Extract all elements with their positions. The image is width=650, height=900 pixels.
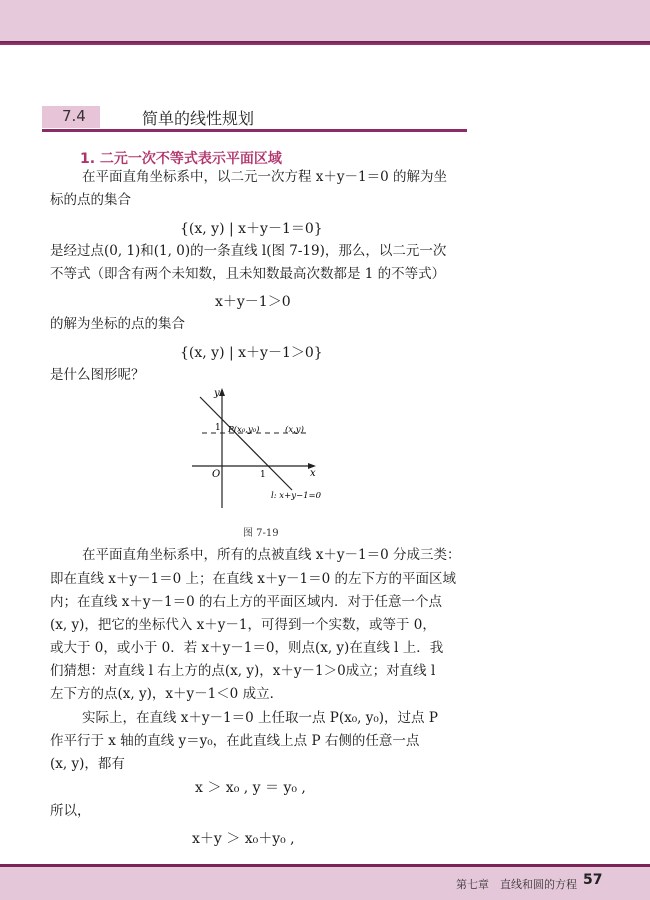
section-underline bbox=[42, 129, 467, 132]
formula-inequality: x＋y－1＞0 bbox=[215, 294, 291, 310]
paragraph-line: 所以， bbox=[50, 803, 91, 819]
header-rule bbox=[0, 41, 650, 45]
paragraph-line: 是经过点(0, 1)和(1, 0)的一条直线 l(图 7-19)，那么，以二元一次 bbox=[50, 243, 447, 259]
formula-x-greater: x ＞ x₀ , y ＝ y₀ , bbox=[195, 780, 306, 796]
paragraph-line: 作平行于 x 轴的直线 y＝y₀，在此直线上点 P 右侧的任意一点 bbox=[50, 733, 420, 749]
paragraph-line: (x, y)，都有 bbox=[50, 756, 125, 772]
paragraph-line: 在平面直角坐标系中，以二元一次方程 x＋y－1＝0 的解为坐 bbox=[82, 169, 448, 185]
y-axis-label: y bbox=[214, 388, 220, 399]
paragraph-line: 是什么图形呢？ bbox=[50, 367, 145, 383]
section-title: 简单的线性规划 bbox=[142, 109, 255, 128]
point-xy-label: (x,y) bbox=[285, 425, 304, 435]
paragraph-line: 内；在直线 x＋y－1＝0 的右上方的平面区域内．对于任意一个点 bbox=[50, 594, 443, 610]
footer-chapter-title: 直线和圆的方程 bbox=[500, 878, 577, 891]
formula-sum-greater: x＋y ＞ x₀＋y₀ , bbox=[192, 831, 295, 847]
y-tick-label: 1 bbox=[215, 423, 221, 433]
y-axis-arrow-icon bbox=[219, 388, 225, 396]
page-number: 57 bbox=[583, 872, 603, 888]
subsection-title: 1. 二元一次不等式表示平面区域 bbox=[80, 151, 282, 167]
paragraph-line: (x, y)，把它的坐标代入 x＋y－1，可得到一个实数，或等于 0， bbox=[50, 617, 436, 633]
paragraph-line: 在平面直角坐标系中，所有的点被直线 x＋y－1＝0 分成三类： bbox=[82, 547, 461, 563]
x-tick-label: 1 bbox=[260, 470, 266, 480]
paragraph-line: 即在直线 x＋y－1＝0 上；在直线 x＋y－1＝0 的左下方的平面区域 bbox=[50, 571, 457, 587]
line-l-label: l: x+y−1=0 bbox=[271, 491, 322, 501]
paragraph-line: 左下方的点(x, y)，x＋y－1＜0 成立． bbox=[50, 686, 284, 702]
point-p-label: P(x₀,y₀) bbox=[228, 425, 260, 435]
origin-label: O bbox=[212, 469, 221, 480]
figure-7-19 bbox=[180, 380, 340, 540]
paragraph-line: 标的点的集合 bbox=[50, 192, 131, 208]
formula-set-greater: {(x, y) | x＋y－1＞0} bbox=[180, 345, 323, 361]
formula-set-equal: {(x, y) | x＋y－1＝0} bbox=[180, 221, 323, 237]
header-band bbox=[0, 0, 650, 42]
paragraph-line: 不等式（即含有两个未知数，且未知数最高次数都是 1 的不等式） bbox=[50, 266, 446, 282]
paragraph-line: 们猜想：对直线 l 右上方的点(x, y)，x＋y－1＞0成立；对直线 l bbox=[50, 663, 436, 679]
paragraph-line: 的解为坐标的点的集合 bbox=[50, 316, 185, 332]
figure-caption: 图 7-19 bbox=[243, 528, 279, 539]
paragraph-line: 实际上，在直线 x＋y－1＝0 上任取一点 P(x₀, y₀)，过点 P bbox=[82, 710, 438, 726]
paragraph-line: 或大于 0，或小于 0．若 x＋y－1＝0，则点(x, y)在直线 l 上．我 bbox=[50, 640, 444, 656]
x-axis-label: x bbox=[310, 468, 316, 479]
section-number: 7.4 bbox=[62, 107, 86, 125]
section-header bbox=[42, 106, 467, 130]
footer-chapter: 第七章 bbox=[456, 878, 489, 891]
